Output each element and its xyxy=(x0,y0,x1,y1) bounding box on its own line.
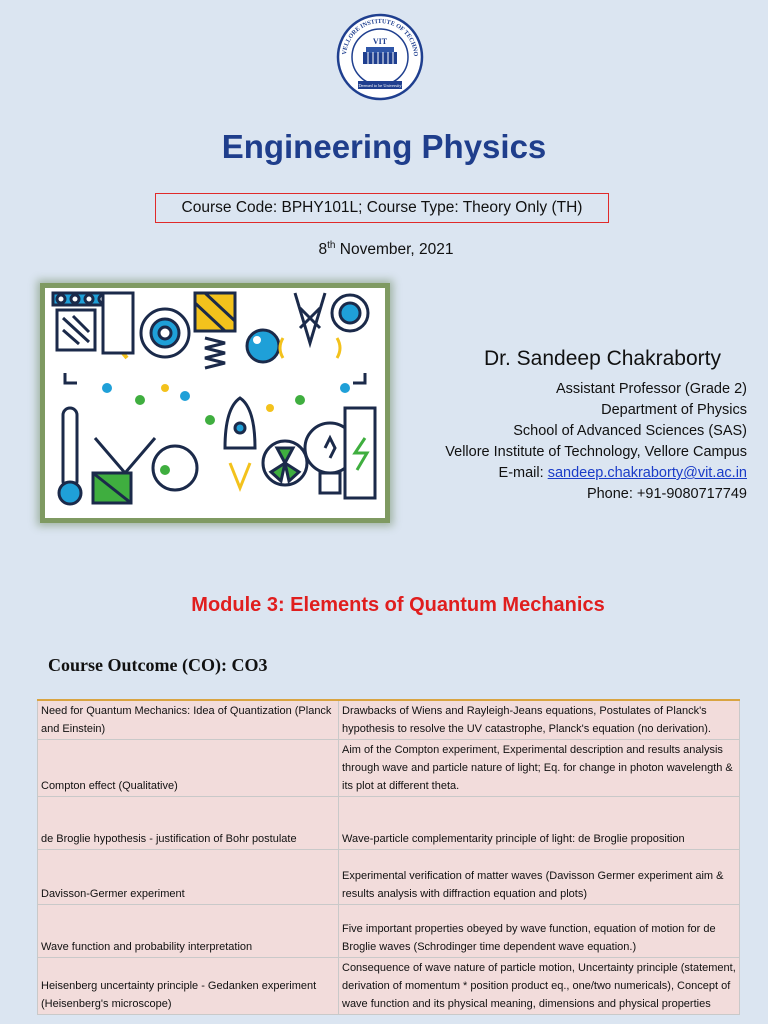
logo-motto: (Deemed to be University) xyxy=(357,83,403,88)
author-institute: Vellore Institute of Technology, Vellore Campus xyxy=(445,444,747,460)
author-school: School of Advanced Sciences (SAS) xyxy=(513,423,747,439)
module-title: Module 3: Elements of Quantum Mechanics xyxy=(191,594,605,616)
course-code-box: Course Code: BPHY101L; Course Type: Theory Only (TH) xyxy=(155,193,609,223)
author-email-line xyxy=(445,463,747,484)
logo-abbr: VIT xyxy=(372,37,388,46)
table-row xyxy=(38,905,740,958)
author-department: Department of Physics xyxy=(601,402,747,418)
table-row xyxy=(38,740,740,797)
details-cell: Five important properties obeyed by wave function, equation of motion for de Broglie waves (Schrodinger time dependent wave equation.) xyxy=(339,905,740,958)
date-suffix: th xyxy=(327,240,336,251)
topic-cell: de Broglie hypothesis - justification of Bohr postulate xyxy=(38,797,339,850)
details-cell: Experimental verification of matter waves (Davisson Germer experiment aim & results analysis with diffraction equation and plots) xyxy=(339,850,740,905)
vit-logo xyxy=(330,12,430,107)
details-cell: Consequence of wave nature of particle motion, Uncertainty principle (statement, derivation of momentum * position product eq., one/two numericals), Concept of wave function and its physical meaning, dimensions and physical properties xyxy=(339,958,740,1015)
email-label: E-mail: xyxy=(498,465,548,481)
details-cell: Wave-particle complementarity principle of light: de Broglie proposition xyxy=(339,797,740,850)
email-link[interactable]: sandeep.chakraborty@vit.ac.in xyxy=(547,465,747,481)
table-row xyxy=(38,797,740,850)
details-cell: Drawbacks of Wiens and Rayleigh-Jeans equations, Postulates of Planck's hypothesis to resolve the UV catastrophe, Planck's equation (no derivation). xyxy=(339,700,740,740)
table-row xyxy=(38,958,740,1015)
topic-cell: Compton effect (Qualitative) xyxy=(38,740,339,797)
author-phone: Phone: +91-9080717749 xyxy=(586,486,747,502)
page-title: Engineering Physics xyxy=(221,128,547,165)
topic-cell: Heisenberg uncertainty principle - Gedanken experiment (Heisenberg's microscope) xyxy=(38,958,339,1015)
author-name: Dr. Sandeep Chakraborty xyxy=(484,347,721,370)
topic-cell: Need for Quantum Mechanics: Idea of Quantization (Planck and Einstein) xyxy=(38,700,339,740)
author-affiliation xyxy=(445,379,747,505)
date-month-year: November, 2021 xyxy=(335,241,454,259)
course-outcome: Course Outcome (CO): CO3 xyxy=(48,655,268,675)
author-position: Assistant Professor (Grade 2) xyxy=(556,381,747,397)
table-row xyxy=(38,850,740,905)
details-cell: Aim of the Compton experiment, Experimental description and results analysis through wave and particle nature of light; Eq. for change in photon wavelength & its plot at different theta. xyxy=(339,740,740,797)
physics-illustration xyxy=(40,283,390,523)
logo-ring-text: VELLORE INSTITUTE OF TECHNO xyxy=(341,17,420,57)
date-day: 8 xyxy=(318,241,328,259)
lecture-date xyxy=(0,240,768,259)
table-row xyxy=(38,700,740,740)
syllabus-table xyxy=(37,699,740,1015)
topic-cell: Wave function and probability interpretation xyxy=(38,905,339,958)
topic-cell: Davisson-Germer experiment xyxy=(38,850,339,905)
